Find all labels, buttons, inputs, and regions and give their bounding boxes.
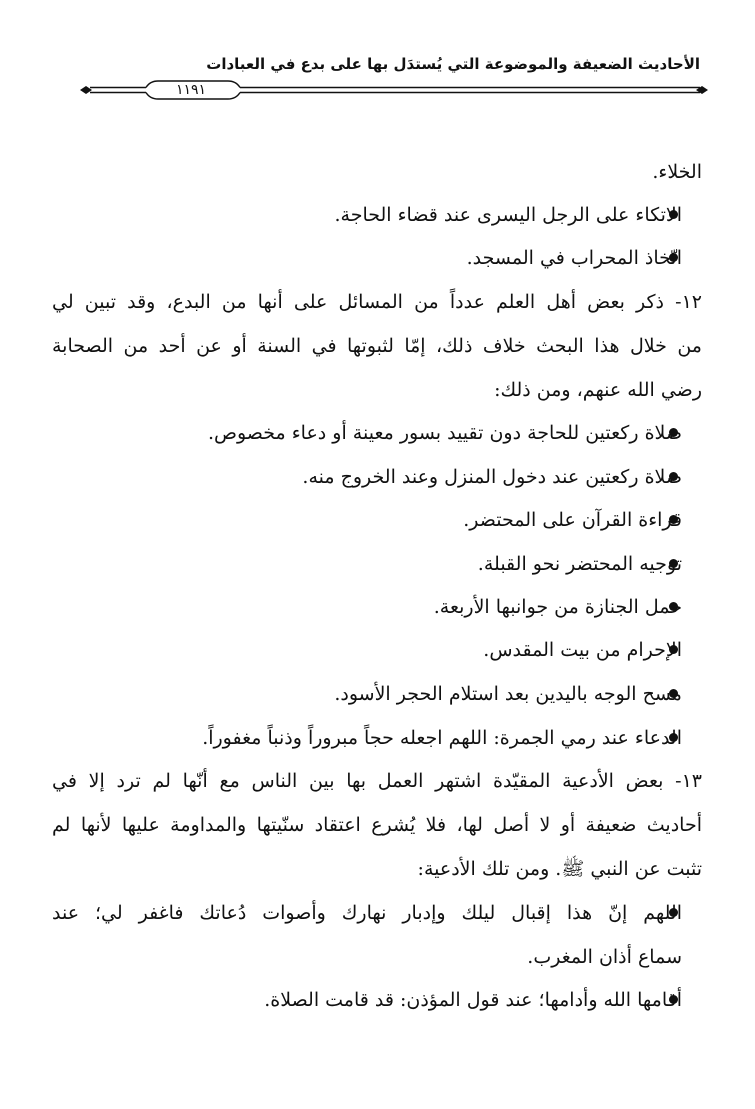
running-title: الأحاديث الضعيفة والموضوعة التي يُستدَل بها على بدع في العبادات	[206, 55, 700, 73]
page-number: ١١٩١	[175, 82, 207, 98]
text-line: ١٢- ذكر بعض أهل العلم عدداً من المسائل على أنها من البدع، وقد تبين لي	[52, 291, 702, 313]
bullet-item: صلاة ركعتين عند دخول المنزل وعند الخروج منه.	[302, 466, 682, 488]
bullet-item-continuation: سماع أذان المغرب.	[527, 946, 682, 968]
text-line: من خلال هذا البحث خلاف ذلك، إمّا لثبوتها في السنة أو عن أحد من الصحابة	[52, 335, 702, 357]
bullet-item: صلاة ركعتين للحاجة دون تقييد بسور معينة أو دعاء مخصوص.	[207, 422, 682, 444]
text-line: تثبت عن النبي ﷺ. ومن تلك الأدعية:	[417, 858, 702, 880]
bullet-item: حمل الجنازة من جوانبها الأربعة.	[433, 596, 682, 618]
bullet-item: أقامها الله وأدامها؛ عند قول المؤذن: قد قامت الصلاة.	[264, 989, 682, 1011]
bullet-item: مسح الوجه باليدين بعد استلام الحجر الأسود.	[334, 683, 682, 705]
bullet-item: الإحرام من بيت المقدس.	[483, 639, 682, 661]
bullet-item: الدعاء عند رمي الجمرة: اللهم اجعله حجاً مبروراً وذنباً مغفوراً.	[202, 727, 682, 749]
bullet-item: الاتكاء على الرجل اليسرى عند قضاء الحاجة.	[334, 204, 682, 226]
text-line: رضي الله عنهم، ومن ذلك:	[494, 379, 702, 401]
text-line: الخلاء.	[652, 161, 702, 183]
text-line: أحاديث ضعيفة أو لا أصل لها، فلا يُشرع اعتقاد سنّيتها والمداومة عليها لأنها لم	[52, 814, 702, 836]
bullet-item: قراءة القرآن على المحتضر.	[463, 509, 682, 531]
bullet-item: اللهم إنّ هذا إقبال ليلك وإدبار نهارك وأصوات دُعاتك فاغفر لي؛ عند	[52, 902, 682, 924]
text-line: ١٣- بعض الأدعية المقيّدة اشتهر العمل بها بين الناس مع أنّها لم ترد إلا في	[52, 770, 702, 792]
bullet-item: اتّخاذ المحراب في المسجد.	[466, 247, 682, 269]
bullet-item: توجيه المحتضر نحو القبلة.	[477, 553, 682, 575]
